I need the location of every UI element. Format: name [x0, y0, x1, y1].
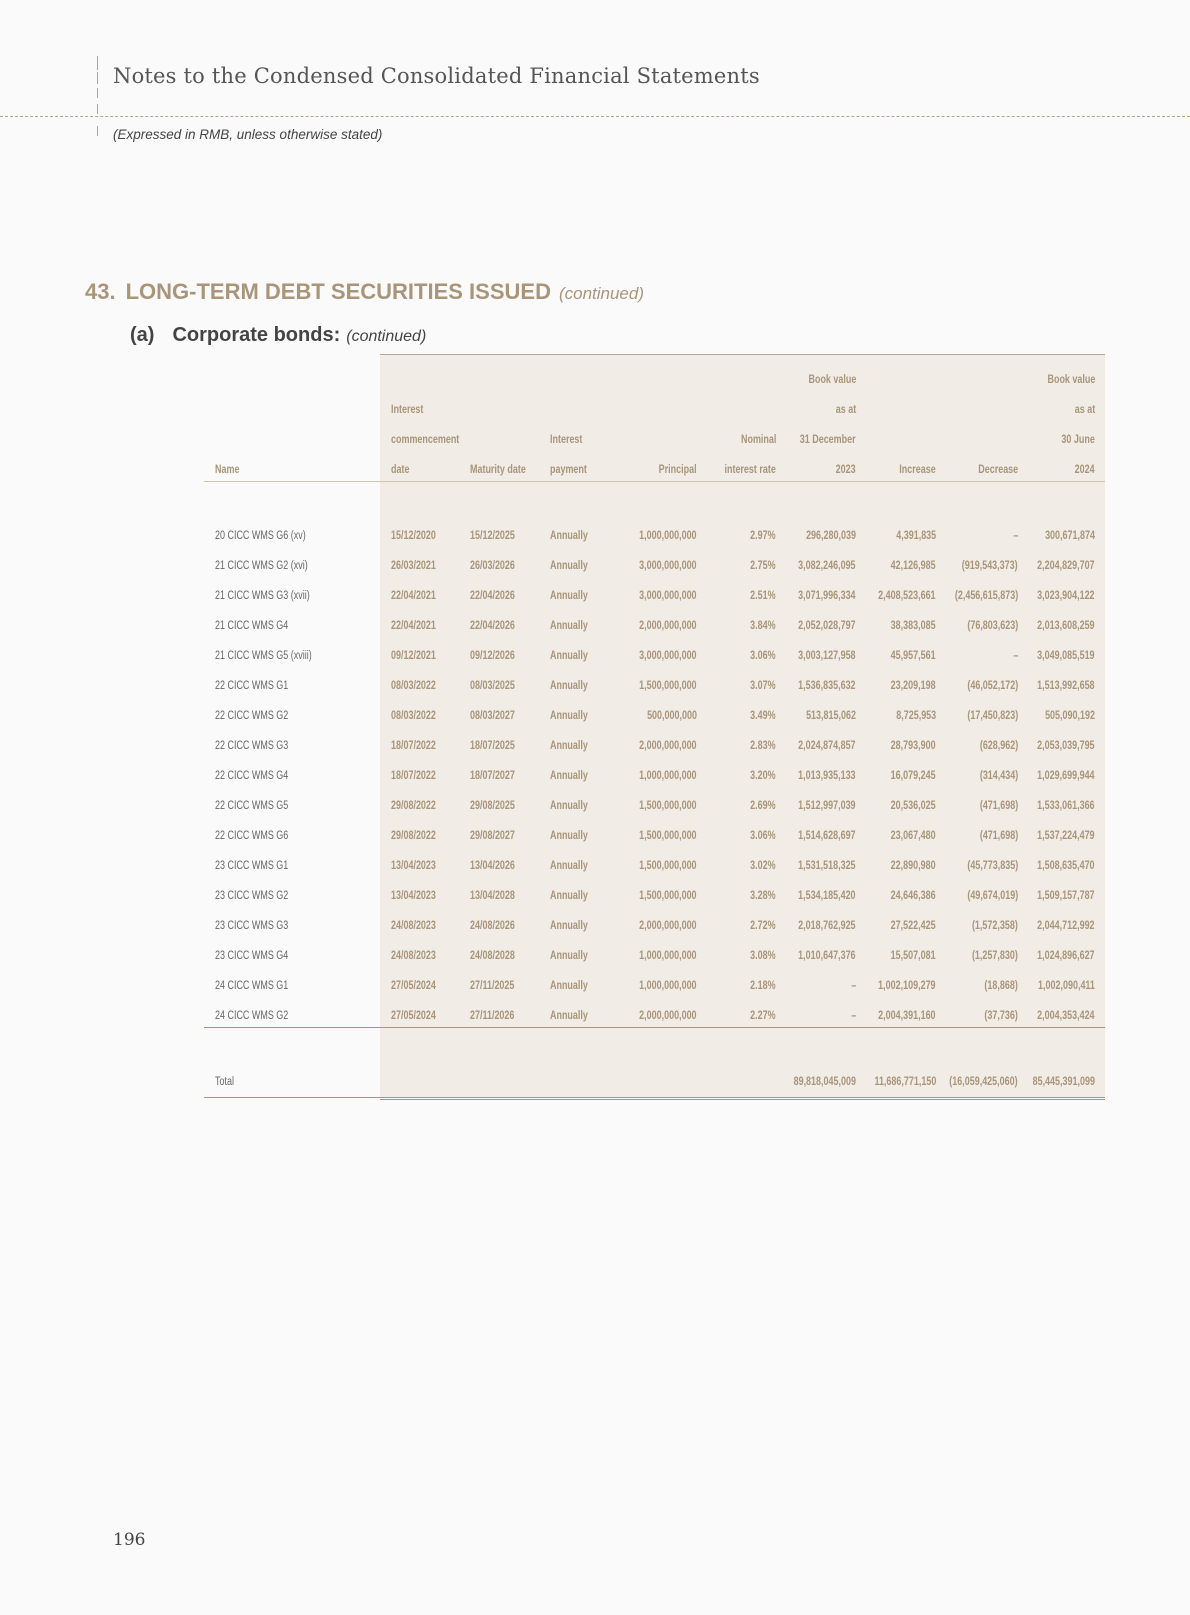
column-header-principal: Principal — [659, 464, 697, 476]
total-cell: (16,059,425,060) — [949, 1076, 1018, 1088]
table-cell: 513,815,062 — [806, 710, 856, 722]
table-cell: 09/12/2026 — [470, 650, 515, 662]
table-cell: Annually — [550, 800, 588, 812]
table-cell: 1,500,000,000 — [639, 890, 697, 902]
table-cell: 16,079,245 — [891, 770, 936, 782]
table-cell: 1,013,935,133 — [798, 770, 856, 782]
column-header-interest-payment: Interest — [550, 434, 583, 446]
column-header-book-value-2023: as at — [835, 404, 856, 416]
table-cell: Annually — [550, 890, 588, 902]
table-cell: – — [1013, 650, 1018, 662]
table-cell: 1,500,000,000 — [639, 800, 697, 812]
table-cell: 24/08/2026 — [470, 920, 515, 932]
table-cell: 3,023,904,122 — [1037, 590, 1095, 602]
column-header-commencement-date: date — [391, 464, 410, 476]
table-cell: 09/12/2021 — [391, 650, 436, 662]
table-cell: 1,010,647,376 — [798, 950, 856, 962]
bond-name: 21 CICC WMS G2 (xvi) — [215, 560, 308, 572]
table-cell: 3.84% — [750, 620, 776, 632]
column-header-book-value-2023: Book value — [808, 374, 856, 386]
subsection-heading — [130, 324, 426, 347]
table-cell: 2.72% — [750, 920, 776, 932]
section-title: LONG-TERM DEBT SECURITIES ISSUED — [125, 279, 551, 304]
bond-name: 24 CICC WMS G2 — [215, 1010, 289, 1022]
total-cell: 85,445,391,099 — [1032, 1076, 1095, 1088]
table-cell: 22/04/2026 — [470, 620, 515, 632]
table-cell: 3,000,000,000 — [639, 560, 697, 572]
table-cell: 2,204,829,707 — [1037, 560, 1095, 572]
column-header-commencement-date: commencement — [391, 434, 460, 446]
column-header-book-value-2024: Book value — [1047, 374, 1095, 386]
section-number: 43. — [85, 279, 116, 304]
table-cell: 1,512,997,039 — [798, 800, 856, 812]
table-cell: Annually — [550, 740, 588, 752]
table-cell: 1,002,109,279 — [878, 980, 936, 992]
table-cell: 3.20% — [750, 770, 776, 782]
table-cell: (919,543,373) — [962, 560, 1018, 572]
table-cell: 2,004,391,160 — [878, 1010, 936, 1022]
table-cell: 3.49% — [750, 710, 776, 722]
header-divider-tick — [97, 126, 98, 136]
table-cell: 18/07/2027 — [470, 770, 515, 782]
table-cell: Annually — [550, 860, 588, 872]
section-heading — [85, 279, 644, 305]
table-cell: 1,534,185,420 — [798, 890, 856, 902]
table-cell: 2,024,874,857 — [798, 740, 856, 752]
table-cell: 1,000,000,000 — [639, 950, 697, 962]
table-cell: 2,000,000,000 — [639, 1010, 697, 1022]
column-header-increase: Increase — [899, 464, 936, 476]
table-cell: 29/08/2022 — [391, 830, 436, 842]
section-continued: (continued) — [558, 284, 645, 303]
table-subtotal-rule — [204, 1027, 1105, 1028]
header-divider-tick — [97, 104, 98, 114]
column-header-book-value-2023: 2023 — [836, 464, 856, 476]
table-cell: 2.18% — [750, 980, 776, 992]
column-header-book-value-2024: 2024 — [1075, 464, 1095, 476]
table-cell: 24/08/2023 — [391, 950, 436, 962]
table-cell: (1,572,358) — [972, 920, 1018, 932]
table-cell: 28,793,900 — [891, 740, 936, 752]
table-cell: 27/11/2026 — [470, 1010, 515, 1022]
header-divider-tick — [97, 56, 98, 70]
table-cell: 29/08/2022 — [391, 800, 436, 812]
table-cell: 2.83% — [750, 740, 776, 752]
table-cell: 13/04/2026 — [470, 860, 515, 872]
table-cell: – — [1013, 530, 1018, 542]
table-cell: Annually — [550, 980, 588, 992]
table-cell: (471,698) — [979, 830, 1018, 842]
table-cell: 2,044,712,992 — [1037, 920, 1095, 932]
column-header-book-value-2023: 31 December — [800, 434, 856, 446]
table-cell: 505,090,192 — [1045, 710, 1095, 722]
table-cell: 2,052,028,797 — [798, 620, 856, 632]
bond-name: 21 CICC WMS G3 (xvii) — [215, 590, 310, 602]
table-cell: (471,698) — [979, 800, 1018, 812]
column-header-decrease: Decrease — [978, 464, 1018, 476]
header-divider-tick — [97, 88, 98, 98]
table-cell: (45,773,835) — [967, 860, 1018, 872]
table-cell: 296,280,039 — [806, 530, 856, 542]
table-cell: 1,508,635,470 — [1037, 860, 1095, 872]
table-header-rule — [204, 481, 1105, 482]
table-cell: Annually — [550, 680, 588, 692]
table-cell: Annually — [550, 920, 588, 932]
table-cell: (17,450,823) — [967, 710, 1018, 722]
table-cell: 3,071,996,334 — [798, 590, 856, 602]
bond-name: 23 CICC WMS G2 — [215, 890, 289, 902]
table-cell: 2,053,039,795 — [1037, 740, 1095, 752]
table-cell: 1,000,000,000 — [639, 770, 697, 782]
table-cell: (46,052,172) — [967, 680, 1018, 692]
table-cell: 15/12/2020 — [391, 530, 436, 542]
table-cell: (49,674,019) — [967, 890, 1018, 902]
table-cell: (314,434) — [979, 770, 1018, 782]
table-cell: 22/04/2021 — [391, 590, 436, 602]
table-cell: 2,000,000,000 — [639, 620, 697, 632]
bond-name: 24 CICC WMS G1 — [215, 980, 289, 992]
table-cell: 3,003,127,958 — [798, 650, 856, 662]
table-cell: 15/12/2025 — [470, 530, 515, 542]
table-cell: 3.07% — [750, 680, 776, 692]
table-cell: 38,383,085 — [891, 620, 936, 632]
table-cell: 500,000,000 — [647, 710, 697, 722]
table-cell: Annually — [550, 710, 588, 722]
table-cell: 24/08/2023 — [391, 920, 436, 932]
table-cell: Annually — [550, 560, 588, 572]
table-cell: 1,509,157,787 — [1037, 890, 1095, 902]
table-cell: (1,257,830) — [972, 950, 1018, 962]
table-cell: 27,522,425 — [891, 920, 936, 932]
table-cell: 08/03/2025 — [470, 680, 515, 692]
table-cell: Annually — [550, 590, 588, 602]
table-cell: 18/07/2022 — [391, 770, 436, 782]
table-cell: 2.69% — [750, 800, 776, 812]
table-cell: 2,018,762,925 — [798, 920, 856, 932]
table-cell: 22,890,980 — [891, 860, 936, 872]
table-cell: 4,391,835 — [896, 530, 936, 542]
table-cell: 8,725,953 — [896, 710, 936, 722]
table-cell: 3,049,085,519 — [1037, 650, 1095, 662]
table-cell: 1,537,224,479 — [1037, 830, 1095, 842]
table-cell: (37,736) — [984, 1010, 1018, 1022]
table-cell: 2.97% — [750, 530, 776, 542]
table-cell: Annually — [550, 1010, 588, 1022]
table-cell: – — [851, 1010, 856, 1022]
table-cell: 27/11/2025 — [470, 980, 515, 992]
table-cell: 29/08/2027 — [470, 830, 515, 842]
table-cell: 1,513,992,658 — [1037, 680, 1095, 692]
table-cell: 1,024,896,627 — [1037, 950, 1095, 962]
table-cell: 1,533,061,366 — [1037, 800, 1095, 812]
header-divider-line — [0, 116, 1190, 117]
table-cell: Annually — [550, 530, 588, 542]
page-number: 196 — [113, 1530, 146, 1550]
table-cell: 22/04/2026 — [470, 590, 515, 602]
table-cell: 2.27% — [750, 1010, 776, 1022]
page-header-title: Notes to the Condensed Consolidated Financial Statements — [113, 64, 760, 88]
table-bottom-rule — [204, 1097, 1105, 1098]
bond-name: 22 CICC WMS G4 — [215, 770, 289, 782]
table-cell: 1,000,000,000 — [639, 980, 697, 992]
table-cell: 1,500,000,000 — [639, 860, 697, 872]
subsection-label: (a) — [130, 324, 155, 346]
table-cell: 24,646,386 — [891, 890, 936, 902]
table-cell: 1,029,699,944 — [1037, 770, 1095, 782]
table-cell: 20,536,025 — [891, 800, 936, 812]
table-cell: (628,962) — [979, 740, 1018, 752]
column-header-maturity-date: Maturity date — [470, 464, 526, 476]
bond-name: 21 CICC WMS G4 — [215, 620, 289, 632]
table-cell: 3.08% — [750, 950, 776, 962]
table-cell: 13/04/2023 — [391, 890, 436, 902]
table-cell: 2,004,353,424 — [1037, 1010, 1095, 1022]
table-cell: – — [851, 980, 856, 992]
table-cell: 3.28% — [750, 890, 776, 902]
table-cell: 300,671,874 — [1045, 530, 1095, 542]
table-cell: 1,514,628,697 — [798, 830, 856, 842]
table-cell: 08/03/2022 — [391, 680, 436, 692]
table-cell: 3,082,246,095 — [798, 560, 856, 572]
table-cell: 3,000,000,000 — [639, 650, 697, 662]
column-header-interest-payment: payment — [550, 464, 587, 476]
table-cell: 08/03/2027 — [470, 710, 515, 722]
subsection-continued: (continued) — [346, 328, 427, 345]
table-cell: 26/03/2026 — [470, 560, 515, 572]
table-bottom-double-rule — [380, 1099, 1105, 1100]
table-cell: 2.51% — [750, 590, 776, 602]
table-cell: 22/04/2021 — [391, 620, 436, 632]
column-header-nominal-rate: Nominal — [740, 434, 776, 446]
table-cell: 1,536,835,632 — [798, 680, 856, 692]
table-cell: 08/03/2022 — [391, 710, 436, 722]
table-cell: 23,067,480 — [891, 830, 936, 842]
table-cell: 13/04/2028 — [470, 890, 515, 902]
bond-name: 22 CICC WMS G6 — [215, 830, 289, 842]
header-divider-tick — [97, 72, 98, 84]
table-cell: 2,000,000,000 — [639, 920, 697, 932]
table-cell: 26/03/2021 — [391, 560, 436, 572]
total-cell: 11,686,771,150 — [874, 1076, 936, 1088]
table-cell: Annually — [550, 770, 588, 782]
column-header-nominal-rate: interest rate — [724, 464, 776, 476]
table-cell: 1,500,000,000 — [639, 680, 697, 692]
table-cell: 27/05/2024 — [391, 980, 436, 992]
bond-name: 21 CICC WMS G5 (xviii) — [215, 650, 312, 662]
subsection-title: Corporate bonds: — [172, 324, 341, 346]
table-cell: 45,957,561 — [891, 650, 936, 662]
table-cell: 27/05/2024 — [391, 1010, 436, 1022]
table-cell: 3.06% — [750, 650, 776, 662]
bond-name: 23 CICC WMS G1 — [215, 860, 289, 872]
bond-name: 23 CICC WMS G3 — [215, 920, 289, 932]
table-cell: 29/08/2025 — [470, 800, 515, 812]
table-cell: Annually — [550, 620, 588, 632]
table-cell: 2,000,000,000 — [639, 740, 697, 752]
total-cell: 89,818,045,009 — [793, 1076, 856, 1088]
table-cell: Annually — [550, 650, 588, 662]
table-cell: 18/07/2022 — [391, 740, 436, 752]
bond-name: 22 CICC WMS G5 — [215, 800, 289, 812]
column-header-name: Name — [215, 464, 240, 476]
table-cell: 13/04/2023 — [391, 860, 436, 872]
table-cell: (2,456,615,873) — [954, 590, 1018, 602]
table-cell: (18,868) — [984, 980, 1018, 992]
table-cell: (76,803,623) — [967, 620, 1018, 632]
table-top-rule — [380, 354, 1105, 355]
page-subtitle: (Expressed in RMB, unless otherwise stated) — [113, 127, 383, 142]
bond-name: 20 CICC WMS G6 (xv) — [215, 530, 306, 542]
table-cell: 2,408,523,661 — [878, 590, 936, 602]
bond-name: 22 CICC WMS G3 — [215, 740, 289, 752]
table-cell: Annually — [550, 950, 588, 962]
table-cell: 42,126,985 — [891, 560, 936, 572]
table-cell: 15,507,081 — [891, 950, 936, 962]
table-cell: 23,209,198 — [891, 680, 936, 692]
table-cell: 3,000,000,000 — [639, 590, 697, 602]
column-header-book-value-2024: 30 June — [1061, 434, 1095, 446]
table-cell: 2,013,608,259 — [1037, 620, 1095, 632]
table-cell: 18/07/2025 — [470, 740, 515, 752]
total-label: Total — [215, 1076, 234, 1088]
column-header-commencement-date: Interest — [391, 404, 424, 416]
table-cell: 3.06% — [750, 830, 776, 842]
table-cell: 3.02% — [750, 860, 776, 872]
table-cell: 1,002,090,411 — [1038, 980, 1095, 992]
bond-name: 23 CICC WMS G4 — [215, 950, 289, 962]
bond-name: 22 CICC WMS G2 — [215, 710, 289, 722]
table-cell: 1,000,000,000 — [639, 530, 697, 542]
table-cell: 2.75% — [750, 560, 776, 572]
bond-name: 22 CICC WMS G1 — [215, 680, 289, 692]
table-cell: Annually — [550, 830, 588, 842]
table-cell: 1,500,000,000 — [639, 830, 697, 842]
column-header-book-value-2024: as at — [1074, 404, 1095, 416]
table-cell: 1,531,518,325 — [798, 860, 856, 872]
table-cell: 24/08/2028 — [470, 950, 515, 962]
